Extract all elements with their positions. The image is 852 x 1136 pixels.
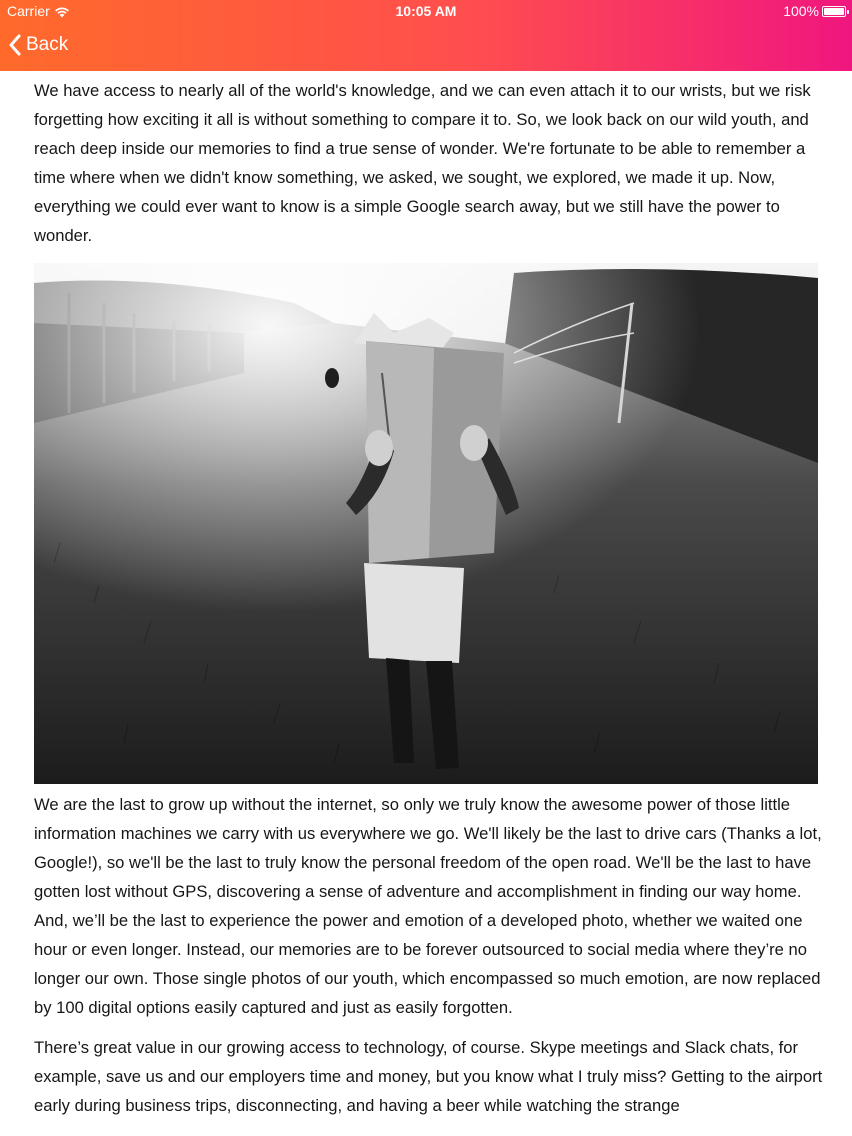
status-bar [0, 0, 852, 22]
article-body [34, 76, 824, 1120]
back-button[interactable] [8, 33, 68, 57]
article-paragraph: There’s great value in our growing access to technology, of course. Skype meetings and Slack chats, for example, save us and our employers time and money, but you know what I truly miss? Getting to the airport early during business trips, disconnecting, and having a beer while watching the strange [34, 1038, 823, 1115]
status-time: 10:05 AM [395, 3, 457, 19]
back-label: Back [26, 34, 69, 55]
battery-percent: 100% [783, 3, 819, 19]
battery-icon [822, 6, 846, 17]
article-paragraph: We have access to nearly all of the world's knowledge, and we can even attach it to our wrists, but we risk forgetting how exciting it all is without something to compare it to. So, we look back on our wild youth, and reach deep inside our memories to find a true sense of wonder. We're fortunate to be able to remember a time where when we didn't know something, we asked, we sought, we explored, we made it up. Now, everything we could ever want to know is a simple Google search away, but we still have the power to wonder. [34, 81, 811, 245]
carrier-label: Carrier [7, 3, 50, 19]
article-photo [34, 263, 818, 784]
battery-indicator [783, 3, 846, 19]
article-paragraph: We are the last to grow up without the internet, so only we truly know the awesome power of those little information machines we carry with us everywhere we go. We'll likely be the last to drive cars (Thanks a lot, Google!), so we'll be the last to truly know the personal freedom of the open road. We'll be the last to have gotten lost without GPS, discovering a sense of adventure and accomplishment in finding our way home. And, we’ll be the last to experience the power and emotion of a developed photo, whether we waited one hour or even longer. Instead, our memories are to be forever outsourced to social media where they’re no longer our own. Those single photos of our youth, which encompassed so much emotion, are now replaced by 100 digital options easily captured and just as easily forgotten. [34, 795, 822, 1017]
chevron-left-icon [8, 33, 22, 57]
nav-header [0, 0, 852, 71]
